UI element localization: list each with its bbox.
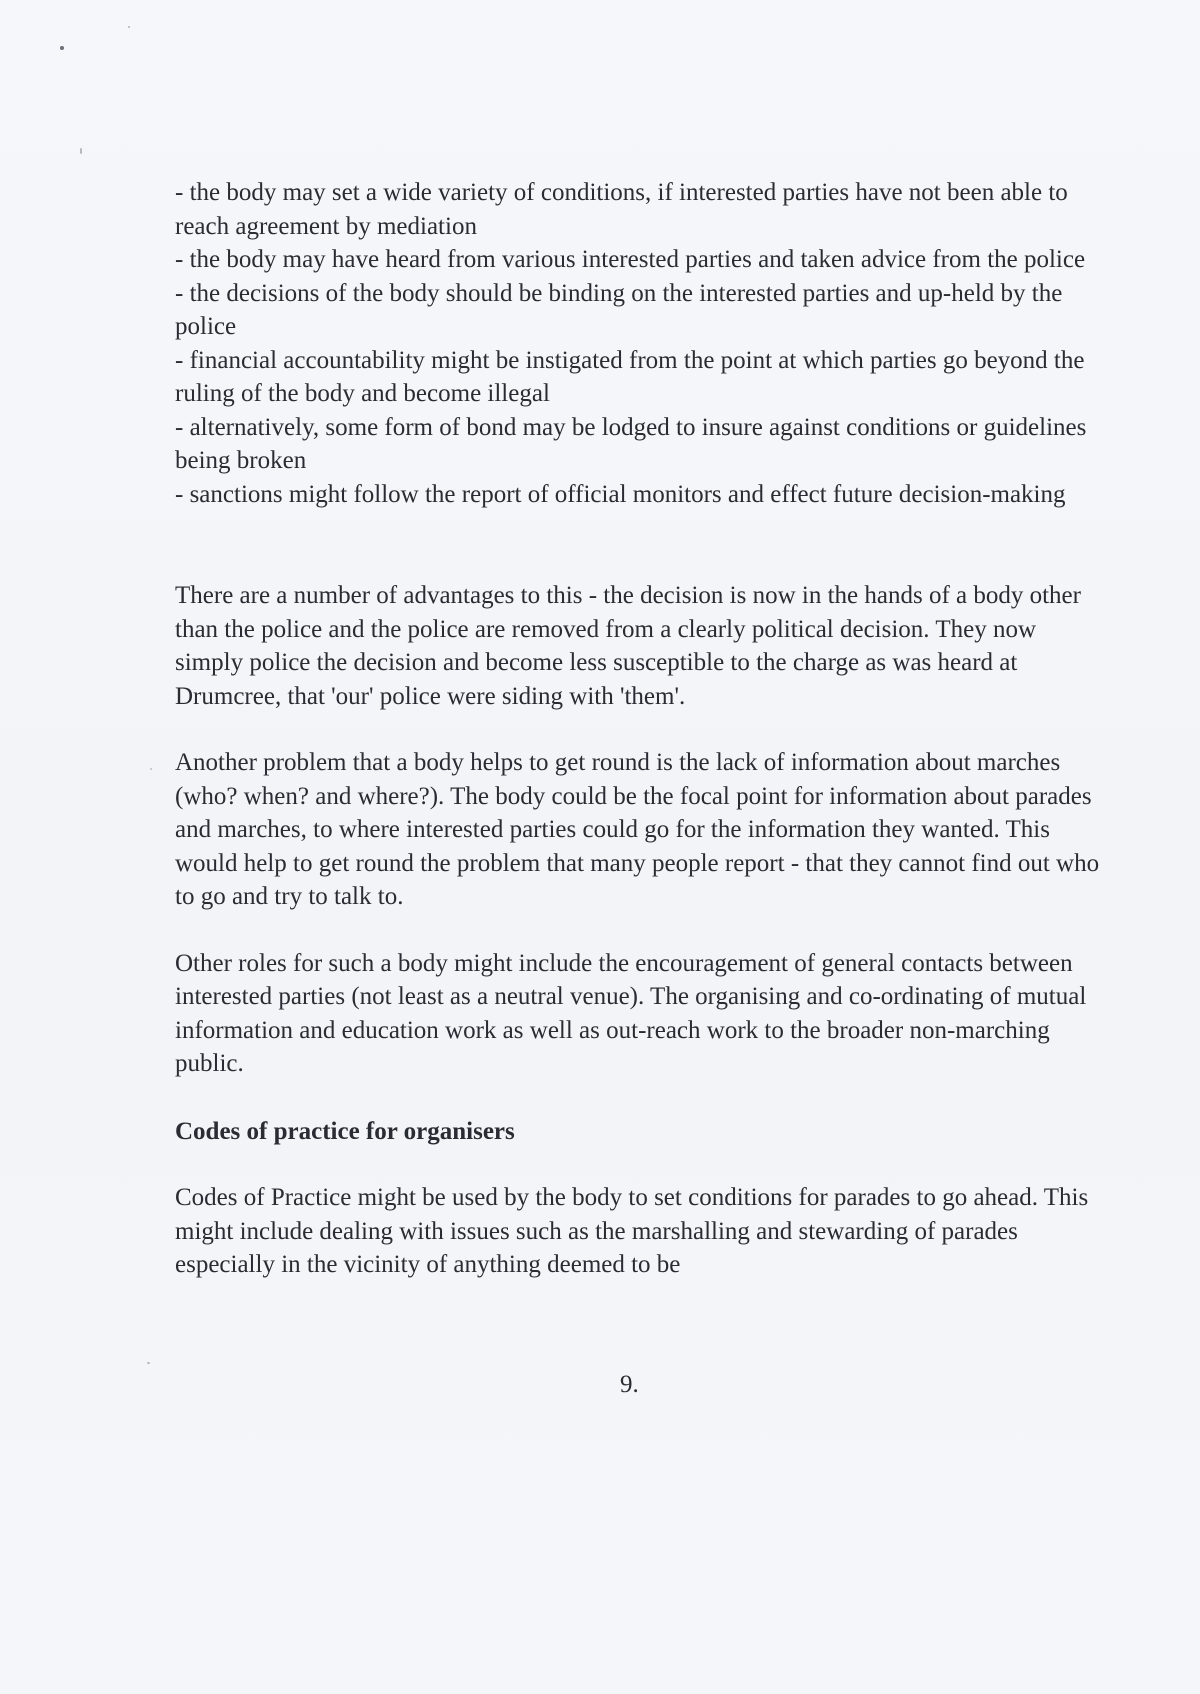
scan-speck [150,768,152,770]
bullet-item: - alternatively, some form of bond may be lodged to insure against conditions or guidelines being broken [175,413,1087,474]
page-number: 9. [620,1371,639,1398]
bullet-item: - financial accountability might be instigated from the point at which parties go beyond the ruling of the body and become illegal [175,346,1085,407]
section-heading: Codes of practice for organisers [175,1117,515,1145]
paragraph-advantages: There are a number of advantages to this - the decision is now in the hands of a body other than the police and the police are removed from a clearly political decision. They now simply police the decision and become less susceptible to the charge as was heard at Drumcree, that 'our' police were siding with 'them'. [175,582,1081,710]
bullet-item: - sanctions might follow the report of official monitors and effect future decision-making [175,480,1066,508]
paragraph-codes-of-practice: Codes of Practice might be used by the body to set conditions for parades to go ahead. This might include dealing with issues such as the marshalling and stewarding of parades especially in the vicinity of anything deemed to be [175,1184,1089,1278]
paragraph-other-roles: Other roles for such a body might include the encouragement of general contacts between interested parties (not least as a neutral venue). The organising and co-ordinating of mutual information and education work as well as out-reach work to the broader non-marching public. [175,949,1087,1077]
paragraph-information: Another problem that a body helps to get round is the lack of information about marches (who? when? and where?). The body could be the focal point for information about parades and marches, to where interested parties could go for the information they wanted. This would help to get round the problem that many people report - that they cannot find out who to go and try to talk to. [175,749,1100,910]
scan-speck [60,46,64,50]
scan-speck [80,148,82,154]
document-body [175,176,1110,1282]
bullet-item: - the body may have heard from various interested parties and taken advice from the police [175,246,1086,273]
scan-speck [147,1362,150,1364]
bullet-list [175,176,1110,511]
bullet-item: - the decisions of the body should be binding on the interested parties and up-held by the police [175,279,1063,340]
bullet-item: - the body may set a wide variety of conditions, if interested parties have not been able to reach agreement by mediation [175,179,1068,240]
scan-speck [128,26,130,28]
